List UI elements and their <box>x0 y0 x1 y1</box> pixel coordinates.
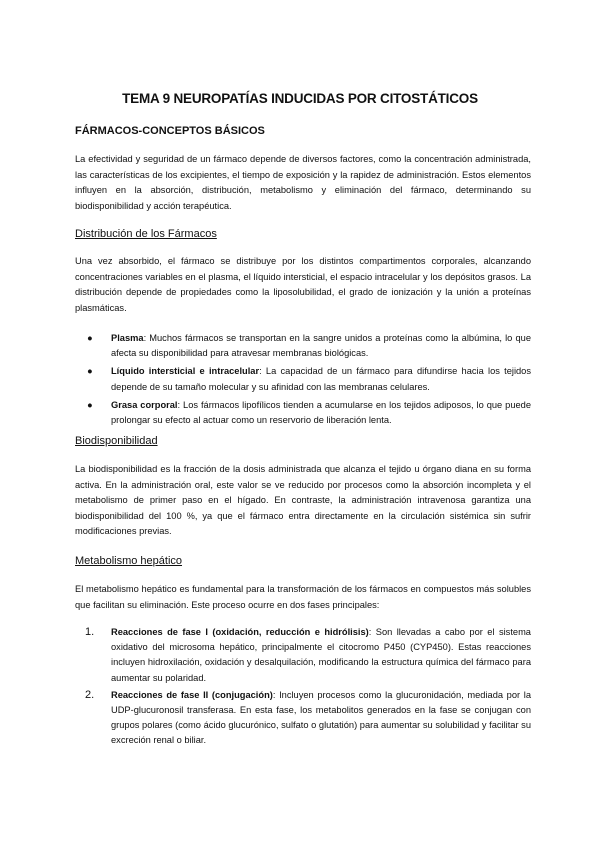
bullet-icon: ● <box>87 366 93 377</box>
metabolismo-paragraph: El metabolismo hepático es fundamental para la transformación de los fármacos en compuestos más solubles que facilitan su eliminación. Este proceso ocurre en dos fases principales: <box>75 584 531 610</box>
item-text: : Los fármacos lipofílicos tienden a acumularse en los tejidos adiposos, lo que puede prolongar su efecto al actuar como un reservorio de liberación lenta. <box>111 399 531 426</box>
item-text: : La capacidad de un fármaco para difundirse hacia los tejidos depende de su tamaño molecular y su afinidad con las membranas celulares. <box>111 366 531 392</box>
item-term: Líquido intersticial e intracelular <box>111 366 260 377</box>
item-text: : Muchos fármacos se transportan en la sangre unidos a proteínas como la albúmina, lo que afecta su disponibilidad para atravesar membranas biológicas. <box>111 333 531 359</box>
intro-paragraph: La efectividad y seguridad de un fármaco depende de diversos factores, como la concentración administrada, las características de los excipientes, el tiempo de exposición y la rapidez de administración. Estos elementos influyen en la absorción, distribución, metabolismo y eliminación del fármaco, determinando su biodisponibilidad y acción terapéutica. <box>75 154 531 211</box>
bullet-icon: ● <box>87 333 93 343</box>
item-term: Plasma <box>111 333 144 343</box>
distribucion-paragraph: Una vez absorbido, el fármaco se distribuye por los distintos compartimentos corporales, alcanzando concentraciones variables en el plasma, el líquido intersticial, el espacio intracelular y los depósitos grasos. La distribución depende de propiedades como la liposolubilidad, el grado de ionización y la unión a proteínas plasmáticas. <box>75 256 531 313</box>
biodisponibilidad-paragraph: La biodisponibilidad es la fracción de la dosis administrada que alcanza el tejido u órgano diana en su forma activa. En la administración oral, este valor se ve reducido por procesos como la absorción incompleta y el metabolismo de primer paso en el hígado. En contraste, la administración intravenosa garantiza una biodisponibilidad del 100 %, ya que el fármaco entra directamente en la circulación sistémica sin sufrir modificaciones previas. <box>75 464 531 537</box>
item-number: 1. <box>85 626 95 638</box>
item-number: 2. <box>85 688 95 701</box>
section-heading: FÁRMACOS-CONCEPTOS BÁSICOS <box>75 125 265 137</box>
document-title: TEMA 9 NEUROPATÍAS INDUCIDAS POR CITOSTÁTICOS <box>122 91 478 106</box>
item-term: Reacciones de fase II (conjugación) <box>111 689 273 700</box>
list-item <box>75 625 531 686</box>
item-text: : Son llevadas a cabo por el sistema oxidativo del microsoma hepático, principalmente el citocromo P450 (CYP450). Estas reacciones incluyen hidroxilación, oxidación y desalquilación, modificando la estructura química del fármaco para aumentar su polaridad. <box>111 627 531 683</box>
list-item <box>75 364 531 394</box>
metabolismo-heading: Metabolismo hepático <box>75 555 183 567</box>
list-item <box>75 688 531 749</box>
metabolismo-list <box>75 625 531 749</box>
list-item <box>75 331 531 361</box>
item-text: : Incluyen procesos como la glucuronidación, mediada por la UDP-glucuronosil transferasa. En esta fase, los metabolitos generados en la fase se conjugan con grupos polares (como ácido glucurónico, sulfato o glutatión) para aumentar su solubilidad y facilitar su excreción renal o biliar. <box>111 689 532 746</box>
list-item <box>75 398 531 428</box>
item-term: Grasa corporal <box>111 399 178 410</box>
bullet-icon: ● <box>87 399 93 410</box>
distribucion-list <box>75 331 531 428</box>
item-term: Reacciones de fase I (oxidación, reducción e hidrólisis) <box>111 627 369 637</box>
distribucion-heading: Distribución de los Fármacos <box>75 228 217 240</box>
biodisponibilidad-heading: Biodisponibilidad <box>75 435 158 447</box>
